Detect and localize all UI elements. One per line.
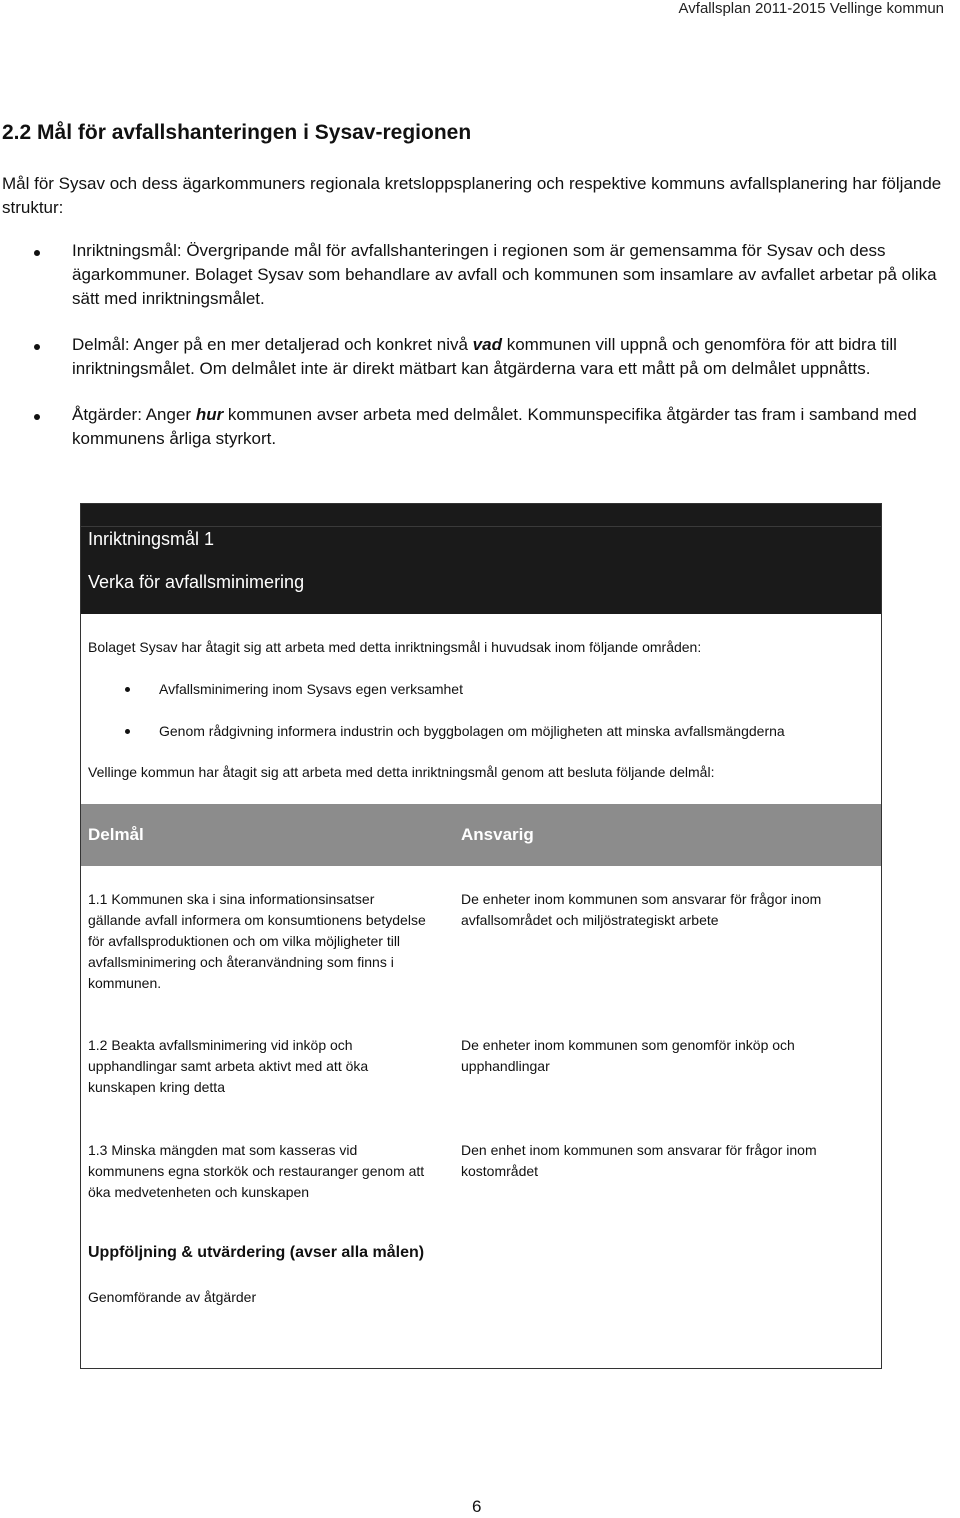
goal-box-header bbox=[81, 504, 881, 614]
list-item bbox=[0, 403, 960, 451]
sysav-intro: Bolaget Sysav har åtagit sig att arbeta med detta inriktningsmål i huvudsak inom följande områden: bbox=[88, 639, 702, 655]
list-item bbox=[0, 239, 960, 311]
list-item bbox=[81, 721, 881, 741]
goal-responsible: De enheter inom kommunen som genomför inköp och upphandlingar bbox=[461, 1037, 795, 1074]
bullet-icon bbox=[125, 687, 130, 692]
column-header-goal: Delmål bbox=[88, 825, 144, 844]
bullet-icon bbox=[125, 729, 130, 734]
section-title: 2.2 Mål för avfallshanteringen i Sysav-regionen bbox=[2, 121, 472, 144]
running-header: Avfallsplan 2011-2015 Vellinge kommun bbox=[678, 0, 944, 17]
bullet-emphasis: hur bbox=[195, 405, 224, 424]
table-header bbox=[81, 804, 881, 866]
goal-number: Inriktningsmål 1 bbox=[88, 529, 215, 549]
header-divider bbox=[81, 526, 881, 527]
page-number: 6 bbox=[472, 1497, 482, 1516]
area-text: Genom rådgivning informera industrin och byggbolagen om möjligheten att minska avfallsmängderna bbox=[159, 723, 785, 739]
followup-title: Uppföljning & utvärdering (avser alla målen) bbox=[88, 1244, 425, 1261]
area-text: Avfallsminimering inom Sysavs egen verksamhet bbox=[159, 681, 463, 697]
column-header-responsible: Ansvarig bbox=[461, 825, 534, 844]
sysav-areas-list bbox=[81, 679, 881, 763]
bullet-text-post: kommunen avser arbeta med delmålet. Kommunspecifika åtgärder tas fram i samband med kommunens årliga styrkort. bbox=[72, 405, 917, 448]
bullet-icon bbox=[34, 344, 40, 350]
list-item bbox=[81, 679, 881, 699]
municipality-intro: Vellinge kommun har åtagit sig att arbeta med detta inriktningsmål genom att besluta följande delmål: bbox=[88, 764, 715, 780]
bullet-text-post: kommunen vill uppnå och genomföra för att bidra till inriktningsmålet. Om delmålet inte är direkt mätbart kan åtgärderna vara ett mått på om delmålet uppnåtts. bbox=[72, 335, 897, 378]
bullet-text-pre: Åtgärder: Anger bbox=[72, 405, 196, 424]
bullet-text-pre: Delmål: Anger på en mer detaljerad och konkret nivå bbox=[72, 335, 473, 354]
goal-title: Verka för avfallsminimering bbox=[88, 572, 305, 592]
bullet-emphasis: vad bbox=[472, 335, 502, 354]
goal-responsible: De enheter inom kommunen som ansvarar för frågor inom avfallsområdet och miljöstrategiskt arbete bbox=[461, 891, 822, 928]
structure-list bbox=[0, 239, 960, 473]
goal-text: 1.3 Minska mängden mat som kasseras vid kommunens egna storkök och restauranger genom att öka medvetenheten och kunskapen bbox=[88, 1142, 425, 1200]
bullet-icon bbox=[34, 414, 40, 420]
bullet-icon bbox=[34, 250, 40, 256]
list-item bbox=[0, 333, 960, 381]
goal-box bbox=[80, 503, 882, 1369]
goal-text: 1.1 Kommunen ska i sina informationsinsatser gällande avfall informera om konsumtionens betydelse för avfallsproduktionen och om vilka möjligheter till avfallsminimering och återanvändning som finns i kommunen. bbox=[88, 891, 426, 991]
followup-text: Genomförande av åtgärder bbox=[88, 1289, 257, 1305]
goal-responsible: Den enhet inom kommunen som ansvarar för frågor inom kostområdet bbox=[461, 1142, 817, 1179]
intro-paragraph: Mål för Sysav och dess ägarkommuners regionala kretsloppsplanering och respektive kommuns avfallsplanering har följande struktur: bbox=[2, 174, 942, 217]
bullet-text: Inriktningsmål: Övergripande mål för avfallshanteringen i regionen som är gemensamma för Sysav och dess ägarkommuner. Bolaget Sysav som behandlare av avfall och kommunen som insamlare av avfallet arbetar på olika sätt med inriktningsmålet. bbox=[72, 241, 937, 308]
goal-text: 1.2 Beakta avfallsminimering vid inköp och upphandlingar samt arbeta aktivt med att öka kunskapen kring detta bbox=[88, 1037, 369, 1095]
